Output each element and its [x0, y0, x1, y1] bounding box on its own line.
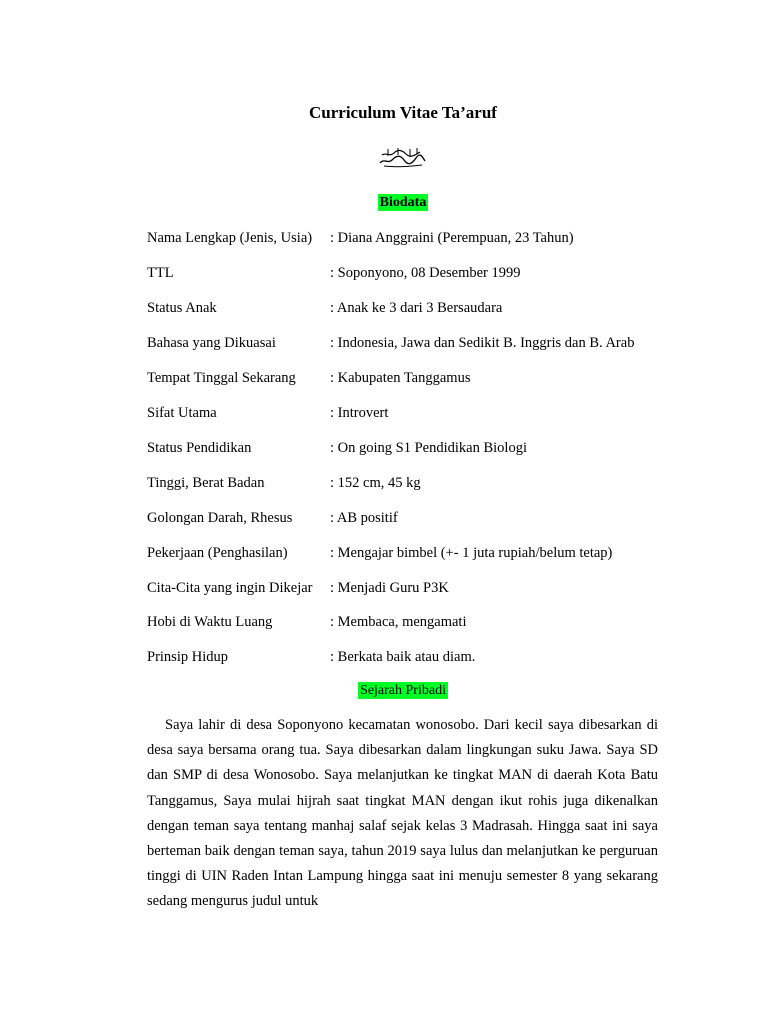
biodata-value: : Menjadi Guru P3K — [330, 580, 449, 596]
biodata-value: : AB positif — [330, 510, 398, 526]
biodata-label: Cita-Cita yang ingin Dikejar — [147, 580, 313, 596]
biodata-label: Pekerjaan (Penghasilan) — [147, 545, 288, 561]
biodata-label: Tempat Tinggal Sekarang — [147, 370, 296, 386]
document-title: Curriculum Vitae Ta’aruf — [309, 103, 497, 122]
history-paragraph: Saya lahir di desa Soponyono kecamatan wonosobo. Dari kecil saya dibesarkan di desa saya bersama orang tua. Saya dibesarkan dalam lingkungan suku Jawa. Saya SD dan SMP di desa Wonosobo. Saya melanjutkan ke tingkat MAN di daerah Kota Batu Tanggamus, Saya mulai hijrah saat tingkat MAN dengan ikut rohis juga dikenalkan dengan teman saya tentang manhaj salaf sejak kelas 3 Madrasah. Hingga saat ini saya berteman baik dengan teman saya, tahun 2019 saya lulus dan melanjutkan ke perguruan tinggi di UIN Raden Intan Lampung hingga saat ini menuju semester 8 yang sekarang sedang mengurus judul untuk — [147, 717, 658, 910]
biodata-value: : Kabupaten Tanggamus — [330, 370, 471, 386]
biodata-label: Status Pendidikan — [147, 440, 252, 456]
biodata-value: : Mengajar bimbel (+- 1 juta rupiah/belum tetap) — [330, 545, 613, 561]
biodata-heading: Biodata — [379, 195, 427, 210]
biodata-value: : Anak ke 3 dari 3 Bersaudara — [330, 300, 503, 316]
biodata-value: : Berkata baik atau diam. — [330, 649, 476, 665]
biodata-value: : Introvert — [330, 405, 389, 421]
biodata-value: : On going S1 Pendidikan Biologi — [330, 440, 527, 456]
biodata-value: : Soponyono, 08 Desember 1999 — [330, 265, 521, 281]
biodata-label: Nama Lengkap (Jenis, Usia) — [147, 230, 313, 246]
biodata-label: TTL — [147, 265, 174, 281]
biodata-label: Sifat Utama — [147, 405, 217, 421]
basmalah-calligraphy — [376, 146, 428, 168]
biodata-label: Status Anak — [147, 300, 217, 316]
biodata-value: : Membaca, mengamati — [330, 614, 467, 630]
biodata-value: : Indonesia, Jawa dan Sedikit B. Inggris dan B. Arab — [330, 335, 635, 351]
biodata-value: : Diana Anggraini (Perempuan, 23 Tahun) — [330, 230, 574, 246]
biodata-label: Tinggi, Berat Badan — [147, 475, 265, 491]
biodata-value: : 152 cm, 45 kg — [330, 475, 421, 491]
biodata-label: Hobi di Waktu Luang — [147, 614, 273, 630]
history-heading: Sejarah Pribadi — [360, 683, 446, 698]
biodata-label: Golongan Darah, Rhesus — [147, 510, 293, 526]
biodata-label: Prinsip Hidup — [147, 649, 228, 665]
biodata-label: Bahasa yang Dikuasai — [147, 335, 276, 351]
